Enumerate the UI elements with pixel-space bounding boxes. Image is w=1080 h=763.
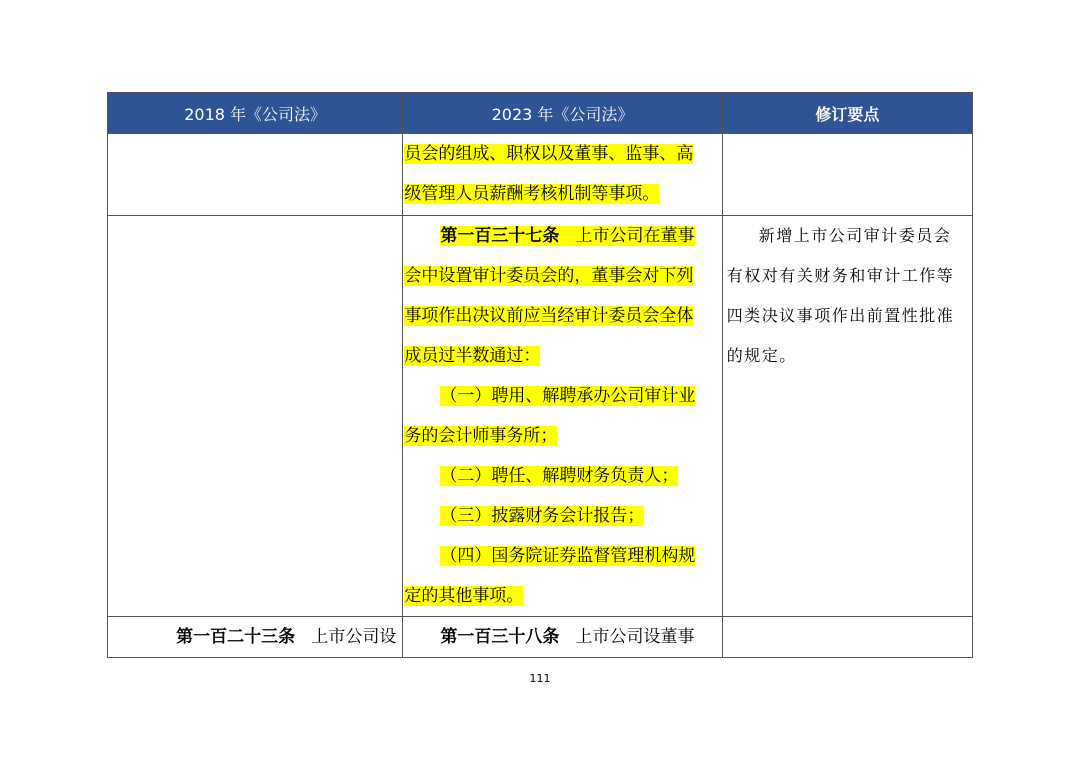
text-line: 上市公司在董事: [575, 226, 695, 246]
text-line: 会中设置审计委员会的，董事会对下列: [404, 266, 694, 286]
article-number: 第一百三十八条: [440, 627, 560, 647]
row1-col1: [108, 134, 403, 216]
header-2018: 2018 年《公司法》: [108, 93, 403, 134]
note-line: 新增上市公司审计委员会: [758, 226, 952, 245]
row2-col1: [108, 216, 403, 617]
text-line: 级管理人员薪酬考核机制等事项。: [404, 184, 660, 204]
article-number: 第一百三十七条: [440, 226, 560, 246]
row1-col2: [403, 134, 722, 216]
article-number: 第一百二十三条: [176, 627, 296, 647]
text-line: 员会的组成、职权以及董事、监事、高: [404, 144, 694, 164]
table-row: [108, 134, 973, 216]
text-line: （四）国务院证券监督管理机构规: [440, 546, 696, 566]
text-line: 上市公司设董事: [575, 627, 695, 647]
row3-col2: [403, 617, 722, 658]
header-2023: 2023 年《公司法》: [403, 93, 722, 134]
table-header-row: [108, 93, 973, 134]
note-line: 四类决议事项作出前置性批准: [726, 306, 955, 325]
text-line: （一）聘用、解聘承办公司审计业: [440, 386, 696, 406]
comparison-table: [107, 92, 973, 658]
row2-col2: [403, 216, 722, 617]
row3-col1: [108, 617, 403, 658]
text-line: 定的其他事项。: [404, 586, 524, 606]
note-line: 的规定。: [726, 346, 797, 365]
text-line: （二）聘任、解聘财务负责人；: [440, 466, 679, 486]
text-line: 上市公司设: [311, 627, 397, 647]
text-line: 成员过半数通过：: [404, 346, 541, 366]
page-number: 111: [529, 672, 551, 685]
text-line: 务的会计师事务所；: [404, 426, 558, 446]
table-row: [108, 617, 973, 658]
table-row: [108, 216, 973, 617]
row3-col3: [722, 617, 972, 658]
text-line: 事项作出决议前应当经审计委员会全体: [404, 306, 694, 326]
row2-col3: [722, 216, 972, 617]
header-revision-points: 修订要点: [722, 93, 972, 134]
row1-col3: [722, 134, 972, 216]
note-line: 有权对有关财务和审计工作等: [726, 266, 955, 285]
text-line: （三）披露财务会计报告；: [440, 506, 645, 526]
